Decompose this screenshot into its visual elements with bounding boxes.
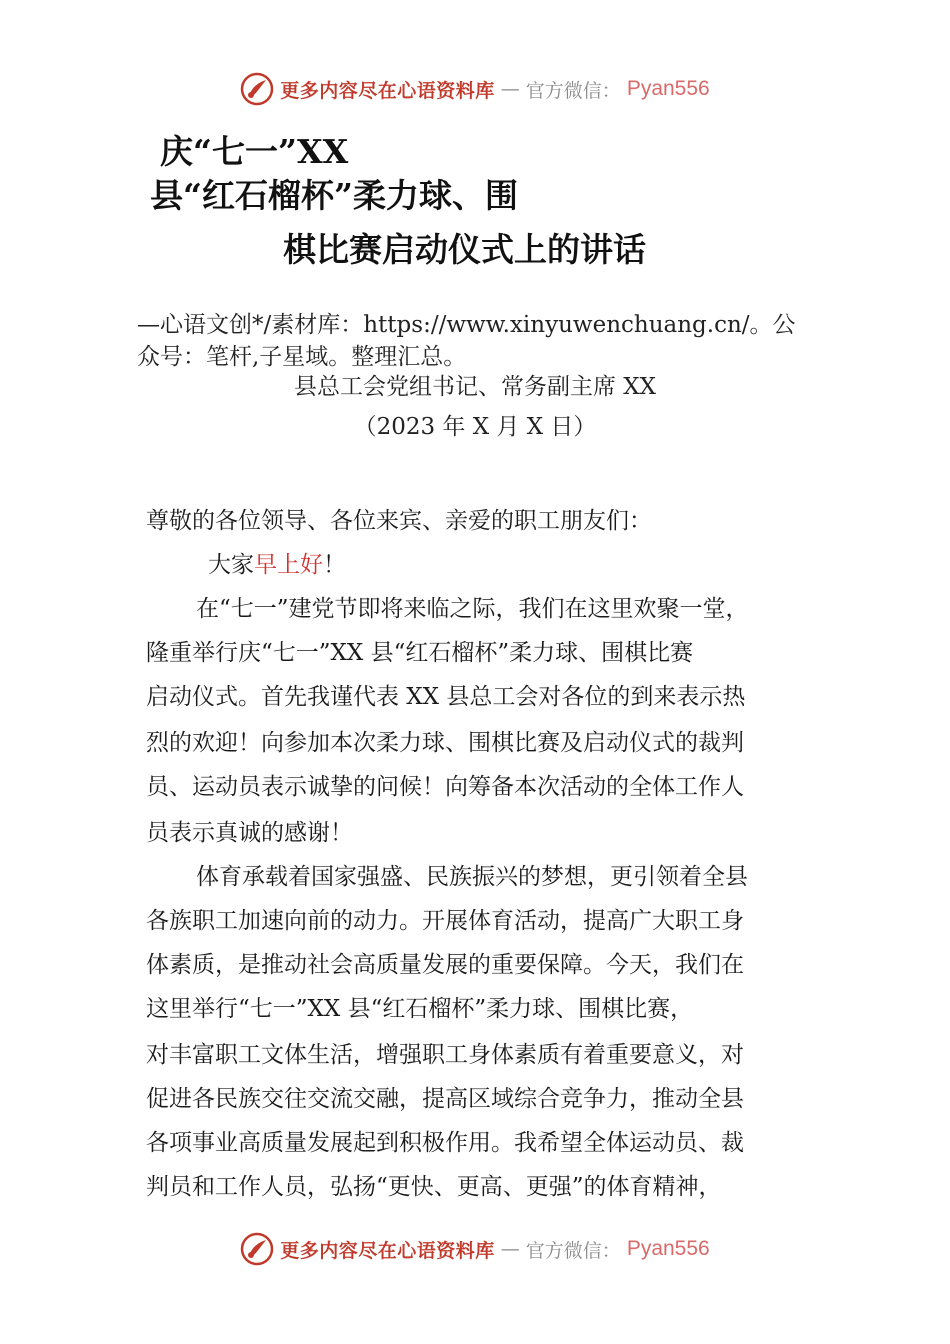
paragraph-line: 体素质，是推动社会高质量发展的重要保障。今天，我们在 bbox=[146, 952, 744, 978]
greeting bbox=[208, 546, 346, 579]
watermark-separator: — bbox=[500, 78, 520, 100]
title-line-3: 棋比赛启动仪式上的讲话 bbox=[283, 230, 646, 269]
paragraph-line: 这里举行“七一”XX 县“红石榴杯”柔力球、围棋比赛， bbox=[146, 996, 694, 1022]
watermark-wechat-id: Pyan556 bbox=[626, 1237, 710, 1260]
date-line: （2023 年 X 月 X 日） bbox=[353, 414, 597, 440]
footer-watermark bbox=[0, 1232, 950, 1266]
brush-seal-icon bbox=[240, 72, 274, 106]
paragraph-line: 判员和工作人员，弘扬“更快、更高、更强”的体育精神， bbox=[146, 1174, 722, 1200]
paragraph-line: 对丰富职工文体生活，增强职工身体素质有着重要意义，对 bbox=[146, 1042, 744, 1068]
paragraph-line: 员、运动员表示诚挚的问候！向筹备本次活动的全体工作人 bbox=[146, 774, 744, 800]
paragraph-line: 启动仪式。首先我谨代表 XX 县总工会对各位的到来表示热 bbox=[146, 684, 746, 710]
paragraph-line: 隆重举行庆“七一”XX 县“红石榴杯”柔力球、围棋比赛 bbox=[146, 640, 694, 666]
greeting-suffix: ！ bbox=[323, 552, 346, 578]
author-line: 县总工会党组书记、常务副主席 XX bbox=[293, 374, 657, 400]
watermark-label: 官方微信： bbox=[525, 79, 621, 102]
paragraph-line: 促进各民族交往交流交融，提高区域综合竞争力，推动全县 bbox=[146, 1086, 744, 1112]
paragraph-line: 体育承载着国家强盛、民族振兴的梦想，更引领着全县 bbox=[196, 864, 748, 890]
brush-seal-icon bbox=[240, 1232, 274, 1266]
salutation: 尊敬的各位领导、各位来宾、亲爱的职工朋友们： bbox=[146, 508, 652, 534]
paragraph-line: 在“七一”建党节即将来临之际，我们在这里欢聚一堂， bbox=[196, 596, 749, 622]
title-line-2: 县“红石榴杯”柔力球、围 bbox=[150, 176, 518, 215]
source-line-2: 众号：笔杆,子星域。整理汇总。 bbox=[137, 344, 467, 370]
greeting-highlight: 早上好 bbox=[254, 552, 323, 578]
title-line-1: 庆“七一”XX bbox=[160, 132, 349, 171]
watermark-wechat-id: Pyan556 bbox=[626, 77, 710, 100]
watermark-label: 官方微信： bbox=[525, 1239, 621, 1262]
paragraph-line: 各族职工加速向前的动力。开展体育活动，提高广大职工身 bbox=[146, 908, 744, 934]
header-watermark bbox=[0, 72, 950, 106]
paragraph-line: 员表示真诚的感谢！ bbox=[146, 820, 353, 846]
paragraph-line: 各项事业高质量发展起到积极作用。我希望全体运动员、裁 bbox=[146, 1130, 744, 1156]
watermark-site-text: 更多内容尽在心语资料库 bbox=[280, 1239, 495, 1262]
watermark-separator: — bbox=[500, 1238, 520, 1260]
source-line-1: —心语文创*/素材库：https://www.xinyuwenchuang.cn/。公 bbox=[137, 312, 796, 338]
watermark-site-text: 更多内容尽在心语资料库 bbox=[280, 79, 495, 102]
paragraph-line: 烈的欢迎！向参加本次柔力球、围棋比赛及启动仪式的裁判 bbox=[146, 730, 744, 756]
greeting-prefix: 大家 bbox=[208, 552, 254, 578]
